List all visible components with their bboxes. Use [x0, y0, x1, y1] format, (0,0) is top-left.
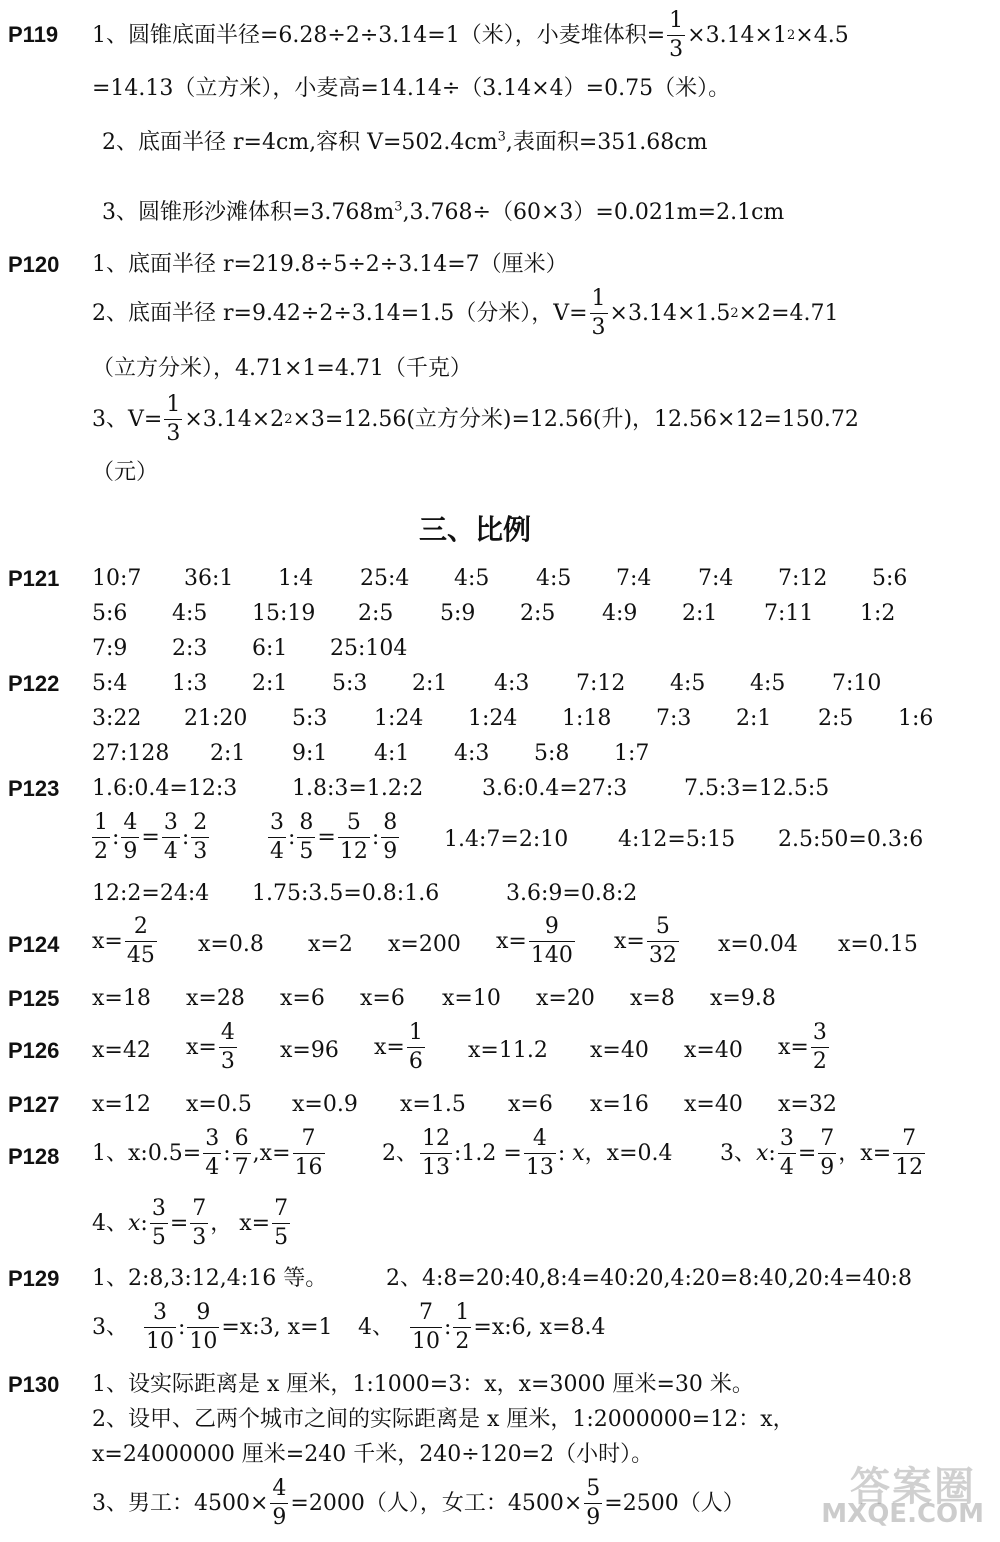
p120-q1: 1、底面半径 r=219.8÷5÷2÷3.14=7（厘米）	[92, 252, 568, 277]
answer-text: 2、	[382, 1140, 418, 1166]
fraction	[453, 1302, 471, 1353]
numerator: 4	[220, 1020, 235, 1045]
page-label-p124: P124	[8, 932, 60, 957]
answer-text: x=1.5	[400, 1092, 466, 1117]
fraction	[144, 1302, 176, 1353]
denominator: 13	[422, 1155, 450, 1180]
answer-text: 1:24	[374, 706, 424, 731]
numerator: 9	[196, 1300, 211, 1325]
p126-answer: x=40	[684, 1038, 743, 1063]
answer-text: 1:4	[278, 566, 314, 591]
answer-text: 5:3	[292, 706, 328, 731]
numerator: 3	[153, 1300, 167, 1325]
answer-text: 1:24	[468, 706, 518, 731]
answer-text: 7:10	[832, 671, 882, 696]
answer-text: 7:12	[778, 566, 828, 591]
answer-text: x	[756, 1140, 769, 1166]
section-title: 三、比例	[418, 513, 531, 546]
fraction	[407, 1022, 425, 1073]
answer-text: 4、	[92, 1210, 128, 1236]
answer-text: 3、男工：4500×	[92, 1490, 269, 1516]
answer-text: 5:6	[92, 601, 128, 626]
fraction	[270, 1478, 288, 1529]
answer-text: ×3=12.56(立方分米)=12.56(升)，12.56×12=150.72	[292, 406, 859, 432]
answer-text: 25:4	[360, 566, 410, 591]
answer-text: 3:22	[92, 706, 142, 731]
numerator: 1	[166, 392, 181, 417]
p124-answer: x=200	[388, 932, 461, 957]
answer-text: 1.8:3=1.2:2	[292, 776, 424, 801]
p126-answer: x=42	[92, 1038, 151, 1063]
answer-text: x=16	[590, 1092, 649, 1117]
answer-text: x=8	[630, 986, 675, 1011]
answer-text: 36:1	[184, 566, 234, 591]
denominator: 5	[274, 1225, 289, 1250]
p124-answer: x= $\frac{9}{140}$	[496, 914, 573, 968]
p119-line-1: 1、圆锥底面半径=6.28÷2÷3.14=1（米），小麦堆体积= $\frac{1}{3}$ ×3.14×1 2 ×4.5	[92, 8, 849, 62]
answer-text: x=6	[508, 1092, 553, 1117]
page-label-p129: P129	[8, 1266, 60, 1291]
fraction	[190, 1198, 208, 1249]
answer-text: 4:5	[172, 601, 208, 626]
p128-q1: 1、x:0.5= $\frac{3}{4}$ : $\frac{6}{7}$ ,x= $\frac{7}{16}$	[92, 1126, 323, 1180]
p129-q4: 4、 $\frac{7}{10}$ : $\frac{1}{2}$ =x:6, x=8.4	[358, 1300, 606, 1354]
denominator: 3	[220, 1049, 235, 1074]
answer-text: 1:7	[614, 741, 650, 766]
answer-text: 21:20	[184, 706, 248, 731]
denominator: 12	[339, 839, 368, 864]
numerator: 4	[272, 1476, 287, 1501]
numerator: 3	[205, 1126, 220, 1151]
p124-answer: x=2	[308, 932, 353, 957]
answer-text: 4:5	[454, 566, 490, 591]
answer-text: 25:104	[330, 636, 408, 661]
page-label-p130: P130	[8, 1372, 60, 1397]
answer-text: 27:128	[92, 741, 170, 766]
answer-text: 1.75:3.5=0.8:1.6	[252, 881, 440, 906]
watermark	[794, 1455, 984, 1535]
page-label-p121: P121	[8, 566, 60, 591]
p126-answer: x=11.2	[468, 1038, 548, 1063]
answer-text: 4:5	[536, 566, 572, 591]
answer-text: 2:1	[682, 601, 718, 626]
answer-text: 4:9	[602, 601, 638, 626]
numerator: 1	[669, 8, 684, 33]
p120-q2: 2、底面半径 r=9.42÷2÷3.14=1.5（分米），V= $\frac{1}{3}$ ×3.14×1.5 2 ×2=4.71	[92, 286, 839, 340]
answer-text: 1.6:0.4=12:3	[92, 776, 238, 801]
answer-text: 5:3	[332, 671, 368, 696]
denominator: 32	[648, 943, 677, 968]
answer-text: ，x=	[838, 1140, 892, 1166]
denominator: 4	[163, 839, 178, 864]
page-label-p125: P125	[8, 986, 60, 1011]
fraction	[584, 1478, 602, 1529]
numerator: 12	[422, 1126, 450, 1151]
p119-q3	[102, 198, 784, 228]
answer-text: 9:1	[292, 741, 328, 766]
page-label-p119: P119	[8, 22, 59, 47]
answer-text: 2:5	[358, 601, 394, 626]
denominator: 2	[455, 1329, 470, 1354]
answer-text: 1:3	[172, 671, 208, 696]
denominator: 9	[272, 1505, 287, 1530]
p124-answer: x= $\frac{2}{45}$	[92, 914, 155, 968]
answer-text: 4:3	[494, 671, 530, 696]
numerator: 5	[655, 914, 670, 939]
answer-text: 4:12=5:15	[618, 827, 736, 852]
fraction	[187, 1302, 219, 1353]
answer-text: 3	[394, 199, 403, 215]
answer-text: x=9.8	[710, 986, 776, 1011]
numerator: 3	[270, 810, 284, 835]
answer-text: x	[128, 1210, 141, 1236]
denominator: 3	[669, 37, 684, 62]
denominator: 9	[586, 1505, 601, 1530]
answer-text: ,表面积=351.68cm	[505, 130, 708, 155]
denominator: 3	[192, 1225, 207, 1250]
page-label-p127: P127	[8, 1092, 60, 1117]
fraction	[524, 1128, 556, 1179]
answer-text: 4:5	[750, 671, 786, 696]
p130-q2: 2、设甲、乙两个城市之间的实际距离是 x 厘米，1:2000000=12：x，	[92, 1407, 795, 1432]
answer-text: 2、底面半径 r=9.42÷2÷3.14=1.5（分米），V=	[92, 300, 588, 326]
p119-q2	[102, 128, 707, 158]
denominator: 140	[530, 943, 573, 968]
p129-q2: 2、4:8=20:40,8:4=40:20,4:20=8:40,20:4=40:8	[386, 1266, 912, 1291]
numerator: 7	[419, 1300, 433, 1325]
numerator: 7	[820, 1126, 835, 1151]
page-label-p126: P126	[8, 1038, 60, 1063]
answer-text: x=40	[684, 1092, 743, 1117]
fraction	[293, 1128, 325, 1179]
answer-text: x	[572, 1140, 585, 1166]
fraction	[778, 1128, 796, 1179]
denominator: 2	[812, 1049, 827, 1074]
p128-q2	[382, 1128, 673, 1179]
fraction	[164, 394, 182, 445]
answer-text: 4:1	[374, 741, 410, 766]
numerator: 5	[586, 1476, 601, 1501]
p120-q2-cont: （立方分米），4.71×1=4.71（千克）	[92, 356, 472, 381]
answer-text: 5:9	[440, 601, 476, 626]
denominator: 3	[166, 421, 181, 446]
answer-text: 2:5	[520, 601, 556, 626]
denominator: 10	[146, 1329, 174, 1354]
fraction	[590, 288, 608, 339]
answer-text: 3、圆锥形沙滩体积=3.768m	[102, 200, 395, 225]
answer-text: 7.5:3=12.5:5	[684, 776, 830, 801]
answer-text: x=6	[280, 986, 325, 1011]
p120-q3-cont: （元）	[92, 460, 159, 485]
page-label-p120: P120	[8, 252, 60, 277]
answer-text: :	[557, 1140, 566, 1166]
fraction	[268, 812, 286, 863]
numerator: 4	[532, 1126, 547, 1151]
answer-text: x=18	[92, 986, 151, 1011]
answer-text: ， x=	[210, 1210, 271, 1236]
denominator: 3	[591, 315, 606, 340]
numerator: 1	[408, 1020, 423, 1045]
answer-text: 3	[497, 129, 506, 145]
answer-text: 7:11	[764, 601, 814, 626]
p124-answer: x= $\frac{5}{32}$	[614, 914, 677, 968]
p128-q4: 4、 x : $\frac{3}{5}$ = $\frac{7}{3}$ ， x= $\frac{7}{5}$	[92, 1196, 289, 1250]
answer-text: 1:6	[898, 706, 934, 731]
p119-q1-tail: ×4.5	[795, 22, 849, 48]
answer-text: 6:1	[252, 636, 288, 661]
denominator: 45	[126, 943, 155, 968]
answer-text: 12:2=24:4	[92, 881, 210, 906]
numerator: 1	[455, 1300, 470, 1325]
fraction	[297, 812, 315, 863]
answer-text: 3、	[92, 1314, 128, 1340]
denominator: 9	[383, 839, 398, 864]
numerator: 3	[779, 1126, 794, 1151]
answer-text: 15:19	[252, 601, 316, 626]
fraction	[219, 1022, 237, 1073]
fraction	[272, 1198, 290, 1249]
answer-text: x=0.9	[292, 1092, 358, 1117]
answer-text: 10:7	[92, 566, 142, 591]
answer-text: x=28	[186, 986, 245, 1011]
numerator: 1	[591, 286, 606, 311]
denominator: 10	[412, 1329, 440, 1354]
answer-text: 7:4	[616, 566, 652, 591]
denominator: 4	[205, 1155, 220, 1180]
answer-text: 3、	[720, 1140, 756, 1166]
fraction	[811, 1022, 829, 1073]
answer-text: 1.4:7=2:10	[444, 827, 569, 852]
fraction	[233, 1128, 251, 1179]
answer-text: ×3.14×1.5	[609, 300, 731, 326]
p129-q1: 1、2:8,3:12,4:16 等。	[92, 1266, 328, 1291]
denominator: 12	[895, 1155, 924, 1180]
numerator: 3	[151, 1196, 166, 1221]
fraction	[667, 10, 685, 61]
p124-answer: x=0.04	[718, 932, 798, 957]
watermark-logo: 答案圈	[850, 1464, 976, 1510]
answer-text: =2000（人），女工：4500×	[290, 1490, 583, 1516]
fraction	[818, 1128, 836, 1179]
numerator: 1	[94, 810, 108, 835]
answer-text: 1、x:0.5=	[92, 1140, 202, 1166]
fraction	[125, 916, 157, 967]
answer-text: ，x=0.4	[584, 1140, 673, 1166]
answer-text: x=6	[360, 986, 405, 1011]
numerator: 3	[812, 1020, 827, 1045]
answer-text: 7:9	[92, 636, 128, 661]
numerator: 6	[234, 1126, 249, 1151]
p124-answer: x=0.15	[838, 932, 918, 957]
p128-q3: 3、 x : $\frac{3}{4}$ = $\frac{7}{9}$ ，x= $\frac{7}{12}$	[720, 1126, 924, 1180]
fraction	[92, 812, 110, 863]
denominator: 4	[270, 839, 284, 864]
fraction	[420, 1128, 452, 1179]
fraction	[381, 812, 399, 863]
numerator: 7	[902, 1126, 917, 1151]
answer-text: ,x=	[252, 1140, 291, 1166]
answer-text: 7:3	[656, 706, 692, 731]
p119-q1-text: 1、圆锥底面半径=6.28÷2÷3.14=1（米），小麦堆体积=	[92, 22, 666, 48]
p126-answer: x=96	[280, 1038, 339, 1063]
p130-q2-cont: x=24000000 厘米=240 千米，240÷120=2（小时）。	[92, 1442, 654, 1467]
numerator: 7	[301, 1126, 316, 1151]
p126-answer: x= $\frac{1}{6}$	[374, 1020, 423, 1074]
answer-text: ×2=4.71	[738, 300, 839, 326]
p126-answer: x= $\frac{3}{2}$	[778, 1020, 827, 1074]
answer-text: ,3.768÷（60×3）=0.021m=2.1cm	[402, 200, 785, 225]
answer-text: =2500（人）	[604, 1490, 745, 1516]
answer-text: ×3.14×2	[184, 406, 285, 432]
answer-text: x=12	[92, 1092, 151, 1117]
denominator: 5	[299, 839, 314, 864]
answer-text: 1:18	[562, 706, 612, 731]
p126-answer: x= $\frac{4}{3}$	[186, 1020, 235, 1074]
denominator: 10	[189, 1329, 218, 1354]
numerator: 7	[274, 1196, 289, 1221]
numerator: 7	[192, 1196, 207, 1221]
denominator: 13	[525, 1155, 554, 1180]
page-label-p128: P128	[8, 1144, 60, 1169]
denominator: 16	[294, 1155, 323, 1180]
denominator: 3	[193, 839, 208, 864]
fraction	[121, 812, 139, 863]
answer-text: 2:1	[736, 706, 772, 731]
fraction	[893, 1128, 925, 1179]
answer-text: 2:1	[210, 741, 246, 766]
fraction	[150, 1198, 168, 1249]
answer-text: =x:6, x=8.4	[473, 1314, 606, 1340]
answer-text: 5:4	[92, 671, 128, 696]
answer-text: 2:5	[818, 706, 854, 731]
numerator: 4	[123, 810, 138, 835]
answer-text: 7:4	[698, 566, 734, 591]
denominator: 4	[779, 1155, 794, 1180]
denominator: 9	[123, 839, 138, 864]
denominator: 7	[234, 1155, 249, 1180]
p123-row-2-fractions-b: $\frac{3}{4}$ : $\frac{8}{5}$ = $\frac{5}{12}$ : $\frac{8}{9}$	[270, 810, 398, 864]
answer-text: x=32	[778, 1092, 837, 1117]
numerator: 3	[163, 810, 178, 835]
fraction	[191, 812, 209, 863]
numerator: 9	[544, 914, 559, 939]
answer-text: 5:6	[872, 566, 908, 591]
denominator: 6	[408, 1049, 423, 1074]
p130-q1: 1、设实际距离是 x 厘米，1:1000=3：x，x=3000 厘米=30 米。	[92, 1372, 754, 1397]
p126-answer: x=40	[590, 1038, 649, 1063]
fraction	[203, 1128, 221, 1179]
fraction	[529, 916, 575, 967]
p129-q3: 3、 $\frac{3}{10}$ : $\frac{9}{10}$ =x:3, x=1	[92, 1300, 333, 1354]
answer-text: 1:2	[860, 601, 896, 626]
watermark-url: MXQE.COM	[821, 1499, 984, 1529]
p124-answer: x=0.8	[198, 932, 264, 957]
denominator: 5	[151, 1225, 166, 1250]
answer-text: =x:3, x=1	[221, 1314, 333, 1340]
answer-text: x=10	[442, 986, 501, 1011]
answer-text: 2、底面半径 r=4cm,容积 V=502.4cm	[102, 130, 498, 155]
answer-text: 7:12	[576, 671, 626, 696]
denominator: 9	[820, 1155, 835, 1180]
answer-text: 3.6:9=0.8:2	[506, 881, 638, 906]
numerator: 5	[346, 810, 361, 835]
numerator: 2	[133, 914, 148, 939]
p123-row-2-fractions-a: $\frac{1}{2}$ : $\frac{4}{9}$ = $\frac{3}{4}$ : $\frac{2}{3}$	[94, 810, 208, 864]
answer-text: 2:1	[412, 671, 448, 696]
numerator: 8	[383, 810, 398, 835]
fraction	[647, 916, 679, 967]
answer-text: 2:1	[252, 671, 288, 696]
fraction	[410, 1302, 442, 1353]
fraction	[338, 812, 370, 863]
answer-text: 4:5	[670, 671, 706, 696]
answer-text: 5:8	[534, 741, 570, 766]
numerator: 2	[193, 810, 208, 835]
answer-text: 2:3	[172, 636, 208, 661]
denominator: 2	[94, 839, 108, 864]
answer-text: :1.2 =	[454, 1140, 522, 1166]
page-label-p123: P123	[8, 776, 60, 801]
p120-q3: 3、V= $\frac{1}{3}$ ×3.14×2 2 ×3=12.56(立方分米)=12.56(升)，12.56×12=150.72	[92, 392, 859, 446]
fraction	[162, 812, 180, 863]
answer-text: x=20	[536, 986, 595, 1011]
page-label-p122: P122	[8, 671, 60, 696]
answer-text: 2.5:50=0.3:6	[778, 827, 924, 852]
answer-text: x=0.5	[186, 1092, 252, 1117]
p130-q3	[92, 1478, 745, 1529]
p119-line-2: =14.13（立方米），小麦高=14.14÷（3.14×4）=0.75（米）。	[92, 76, 731, 101]
answer-text: 3、V=	[92, 406, 163, 432]
p119-q1-expr: ×3.14×1	[687, 22, 787, 48]
answer-text: 3.6:0.4=27:3	[482, 776, 628, 801]
answer-text: 4、	[358, 1314, 394, 1340]
answer-text: 4:3	[454, 741, 490, 766]
numerator: 8	[299, 810, 314, 835]
